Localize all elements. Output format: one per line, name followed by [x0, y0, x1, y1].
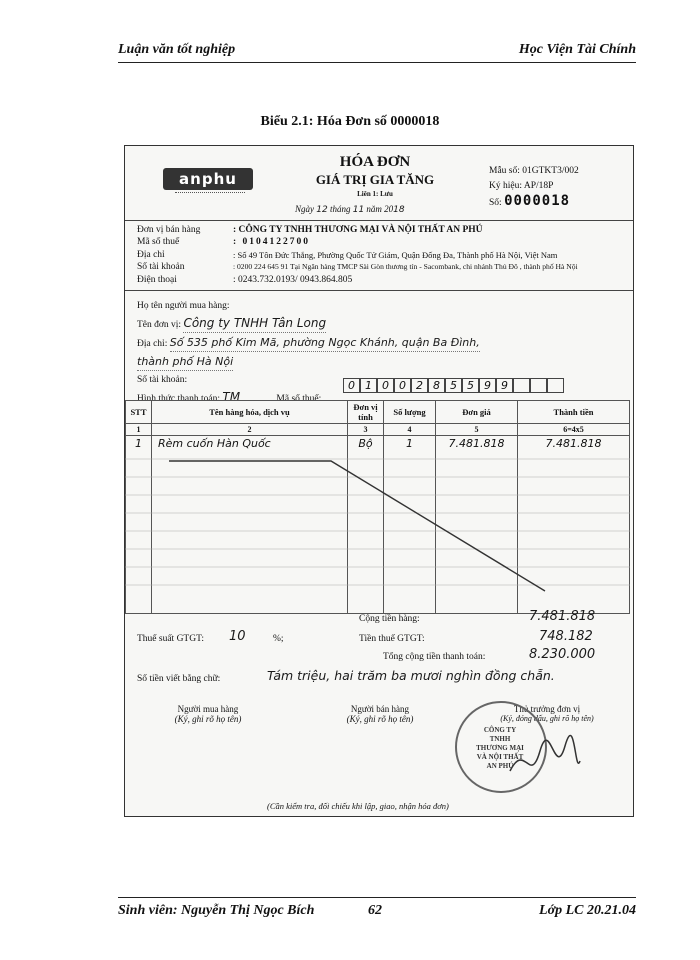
invoice-note: (Cần kiểm tra, đối chiếu khi lập, giao, nhận hóa đơn): [267, 801, 449, 811]
tax-digit: 5: [462, 378, 479, 393]
year-label: năm 20: [366, 204, 394, 214]
company-logo: anphu: [163, 168, 253, 190]
seller-sign-note: (Ký, ghi rõ họ tên): [346, 714, 414, 724]
buyer-sign-label: Người mua hàng: [177, 704, 239, 714]
figure-caption: Biểu 2.1: Hóa Đơn số 0000018: [260, 114, 440, 129]
seller-tax-label: Mã số thuế: [137, 237, 180, 248]
buyer-signature: [153, 704, 263, 724]
tax-digit: 9: [479, 378, 496, 393]
amount-words-label: Số tiền viết bằng chữ:: [137, 674, 221, 684]
seller-acc: : 0200 224 645 91 Tại Ngân hàng TMCP Sài Gòn thương tín - Sacombank, chi nhánh Thủ Đô , thành phố Hà Nội: [233, 262, 578, 272]
col-index: 5: [436, 424, 518, 436]
col-index: 2: [152, 424, 348, 436]
subtotal-label: Cộng tiền hàng:: [359, 614, 420, 624]
stamp-text: CÔNG TY TNHH THƯƠNG MẠI VÀ NỘI THẤT AN PHÚ: [476, 726, 524, 770]
copy-label: Liên 1: Lưu: [357, 190, 393, 198]
signature-scribble: [505, 731, 585, 791]
student-name: Sinh viên: Nguyễn Thị Ngọc Bích: [118, 903, 315, 918]
head-sign-note: (Ký, đóng dấu, ghi rõ họ tên): [500, 714, 594, 723]
seller-name-label: Đơn vị bán hàng: [137, 225, 201, 235]
col-index: 6=4x5: [518, 424, 630, 436]
day-value: 12: [316, 205, 328, 215]
buyer-tax-label: Mã số thuế:: [276, 394, 322, 404]
col-index: 1: [126, 424, 152, 436]
form-number: Mẫu số: 01GTKT3/002: [489, 166, 579, 176]
buyer-addr-line1: Số 535 phố Kim Mã, phường Ngọc Khánh, quận Ba Đình,: [170, 334, 480, 352]
col-header: Tên hàng hóa, dịch vụ: [152, 401, 348, 424]
seller-phone-label: Điện thoại: [137, 274, 177, 285]
invoice: [124, 145, 634, 817]
payment-method-label: Hình thức thanh toán:: [137, 394, 220, 404]
subtotal-value: 7.481.818: [529, 609, 596, 624]
invoice-number: 0000018: [504, 193, 571, 209]
day-label: Ngày: [295, 204, 314, 214]
buyer-unit-label: Tên đơn vị:: [137, 320, 182, 330]
institution-label: Học Viện Tài Chính: [518, 42, 636, 57]
page-header: [118, 40, 636, 63]
seller-acc-label: Số tài khoản: [137, 262, 185, 273]
col-header: Thành tiền: [518, 401, 630, 424]
total-label: Tổng cộng tiền thanh toán:: [383, 652, 486, 662]
vat-label: Tiền thuế GTGT:: [359, 634, 425, 644]
class-name: Lớp LC 20.21.04: [539, 903, 636, 918]
payment-method: TM: [222, 390, 241, 404]
col-header: Số lượng: [384, 401, 436, 424]
seller-addr-label: Địa chỉ: [137, 249, 165, 260]
col-index: 3: [348, 424, 384, 436]
year-value: 18: [393, 205, 405, 215]
buyer-addr-label: Địa chỉ:: [137, 339, 168, 349]
tax-digit: 9: [496, 378, 513, 393]
buyer-name-label: Họ tên người mua hàng:: [137, 301, 230, 311]
col-index: 4: [384, 424, 436, 436]
seller-phone: : 0243.732.0193/ 0943.864.805: [233, 274, 353, 285]
tax-digit: 2: [411, 378, 428, 393]
total-value: 8.230.000: [529, 647, 596, 662]
seller-sign-label: Người bán hàng: [350, 704, 410, 714]
tax-digit: 1: [360, 378, 377, 393]
vat-rate-value: 10: [229, 629, 246, 644]
seller-name: : CÔNG TY TNHH THƯƠNG MẠI VÀ NỘI THẤT AN PHÚ: [233, 225, 483, 235]
row-amount: 7.481.818: [518, 436, 630, 614]
vat-rate-label: Thuế suất GTGT:: [137, 634, 205, 644]
col-header: Đơn giá: [436, 401, 518, 424]
amount-words: Tám triệu, hai trăm ba mươi nghìn đồng chẵn.: [267, 668, 555, 683]
row-unit: Bộ: [348, 436, 384, 614]
buyer-addr-line2: thành phố Hà Nội: [137, 353, 233, 371]
buyer-unit: Công ty TNHH Tân Long: [183, 315, 326, 333]
buyer-acc-label: Số tài khoản:: [137, 375, 188, 385]
head-sign-label: Thủ trưởng đơn vị: [513, 704, 581, 714]
vat-value: 748.182: [539, 629, 593, 644]
title-main: HÓA ĐƠN: [339, 154, 411, 170]
buyer-sign-note: (Ký, ghi rõ họ tên): [174, 714, 242, 724]
thesis-label: Luận văn tốt nghiệp: [118, 42, 236, 57]
seller-signature: [325, 704, 435, 724]
page-footer: [118, 897, 636, 922]
serial-number: Ký hiệu: AP/18P: [489, 181, 554, 191]
row-name: Rèm cuốn Hàn Quốc: [152, 436, 348, 614]
row-qty: 1: [384, 436, 436, 614]
month-value: 11: [352, 205, 365, 215]
title-sub: GIÁ TRỊ GIA TĂNG: [315, 172, 435, 187]
col-header: STT: [126, 401, 152, 424]
vat-rate-unit: %;: [273, 634, 284, 644]
tax-digit: 5: [445, 378, 462, 393]
seller-tax: : 0104122700: [233, 237, 311, 248]
number-label: Số:: [489, 198, 502, 208]
tax-digit: 0: [377, 378, 394, 393]
seller-addr: : Số 49 Tôn Đức Thắng, Phường Quốc Tử Giám, Quận Đống Đa, Thành phố Hà Nội, Việt Nam: [233, 249, 558, 260]
tax-digit: 0: [343, 378, 360, 393]
row-stt: 1: [126, 436, 152, 614]
col-header: Đơn vị tính: [348, 401, 384, 424]
tax-digit: 8: [428, 378, 445, 393]
tax-digit: 0: [394, 378, 411, 393]
page-number: 62: [368, 903, 382, 918]
month-label: tháng: [329, 204, 351, 214]
row-price: 7.481.818: [436, 436, 518, 614]
